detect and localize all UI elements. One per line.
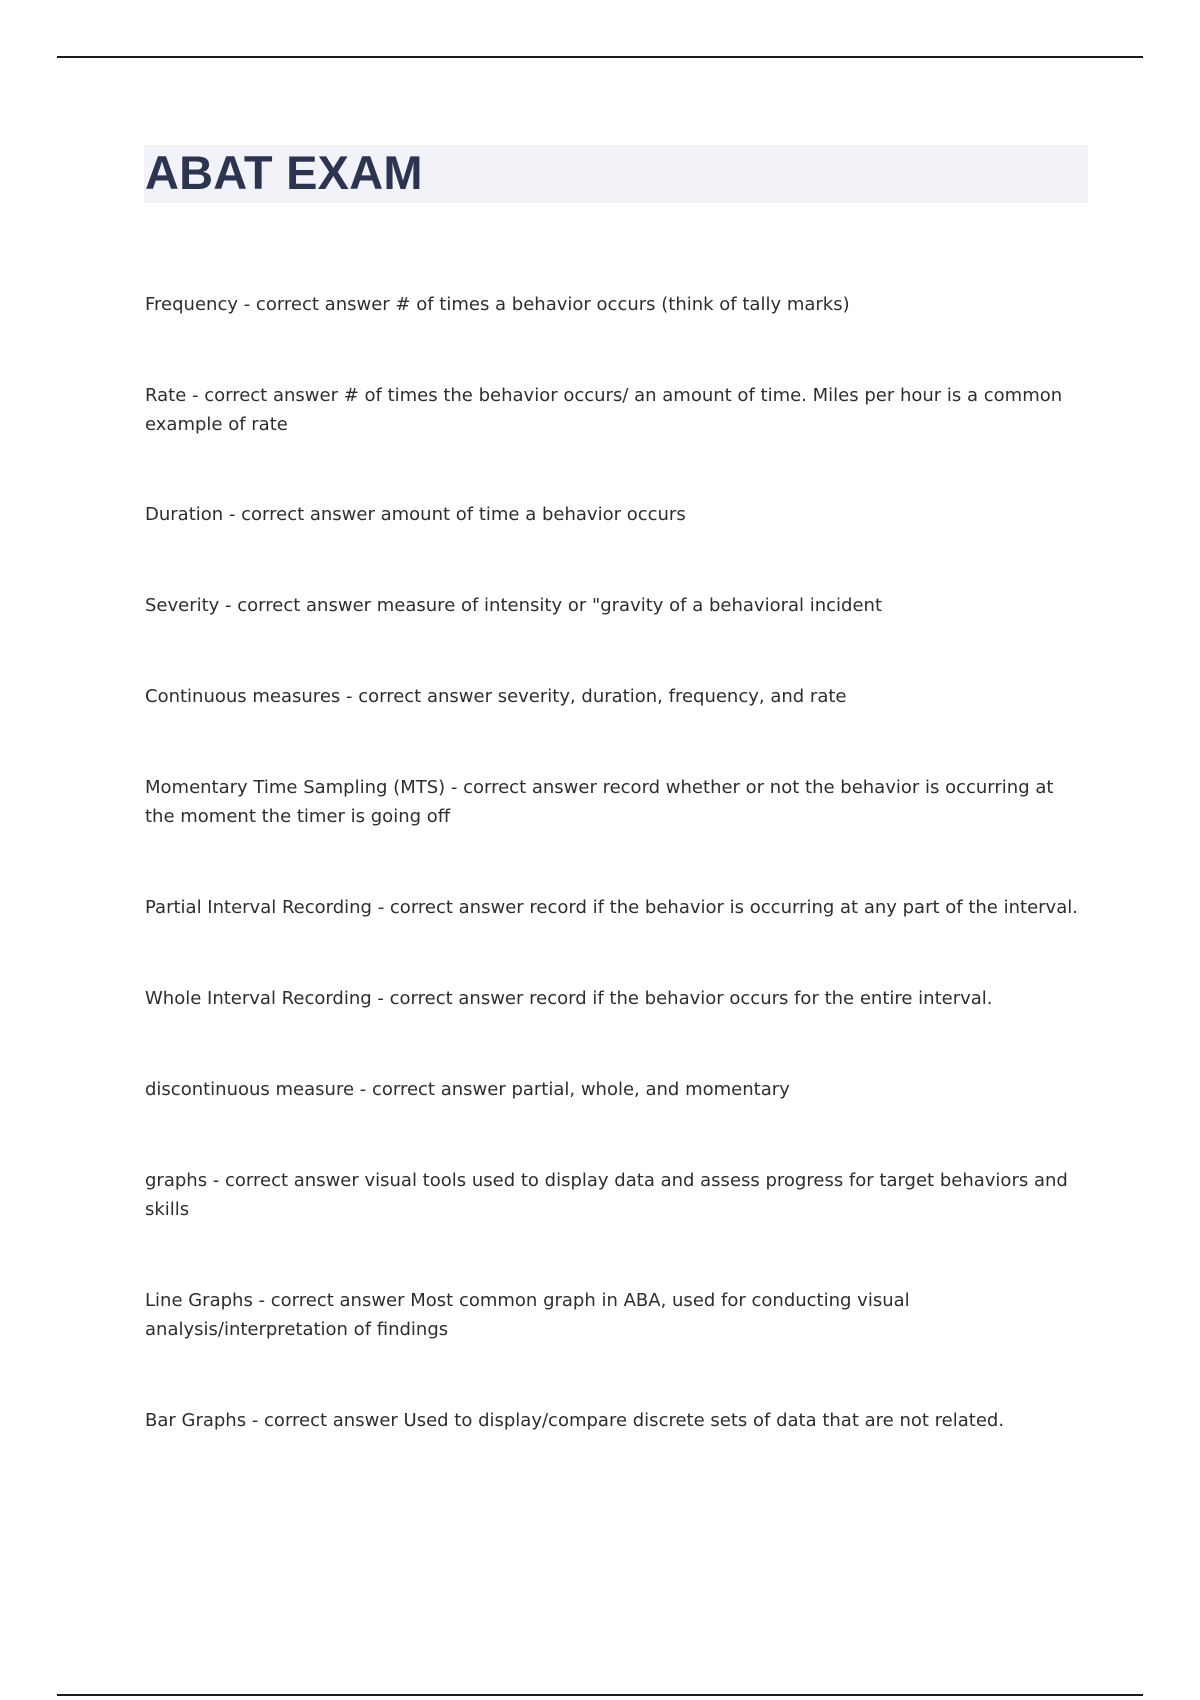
qa-entry-line-graphs: Line Graphs - correct answer Most common graph in ABA, used for conducting visual analysis/interpretation of findings — [145, 1290, 910, 1340]
qa-entry-whole-interval: Whole Interval Recording - correct answer record if the behavior occurs for the entire interval. — [145, 988, 993, 1009]
qa-entry-partial-interval: Partial Interval Recording - correct answer record if the behavior is occurring at any part of the interval. — [145, 897, 1078, 918]
qa-entry-bar-graphs: Bar Graphs - correct answer Used to display/compare discrete sets of data that are not related. — [145, 1410, 1005, 1431]
qa-entry-severity: Severity - correct answer measure of intensity or "gravity of a behavioral incident — [145, 595, 883, 616]
bottom-rule — [57, 1694, 1143, 1696]
qa-entry-duration: Duration - correct answer amount of time a behavior occurs — [145, 504, 686, 525]
qa-entry-rate: Rate - correct answer # of times the behavior occurs/ an amount of time. Miles per hour is a common example of rate — [145, 385, 1063, 435]
qa-entry-discontinuous-measure: discontinuous measure - correct answer partial, whole, and momentary — [145, 1079, 790, 1100]
qa-entry-frequency: Frequency - correct answer # of times a behavior occurs (think of tally marks) — [145, 294, 850, 315]
top-rule — [57, 56, 1143, 58]
qa-entry-continuous-measures: Continuous measures - correct answer severity, duration, frequency, and rate — [145, 686, 847, 707]
page-title: ABAT EXAM — [145, 146, 423, 199]
qa-entry-momentary-time-sampling: Momentary Time Sampling (MTS) - correct answer record whether or not the behavior is occurring at the moment the timer is going off — [145, 777, 1054, 827]
qa-entry-graphs: graphs - correct answer visual tools used to display data and assess progress for target behaviors and skills — [145, 1170, 1068, 1220]
